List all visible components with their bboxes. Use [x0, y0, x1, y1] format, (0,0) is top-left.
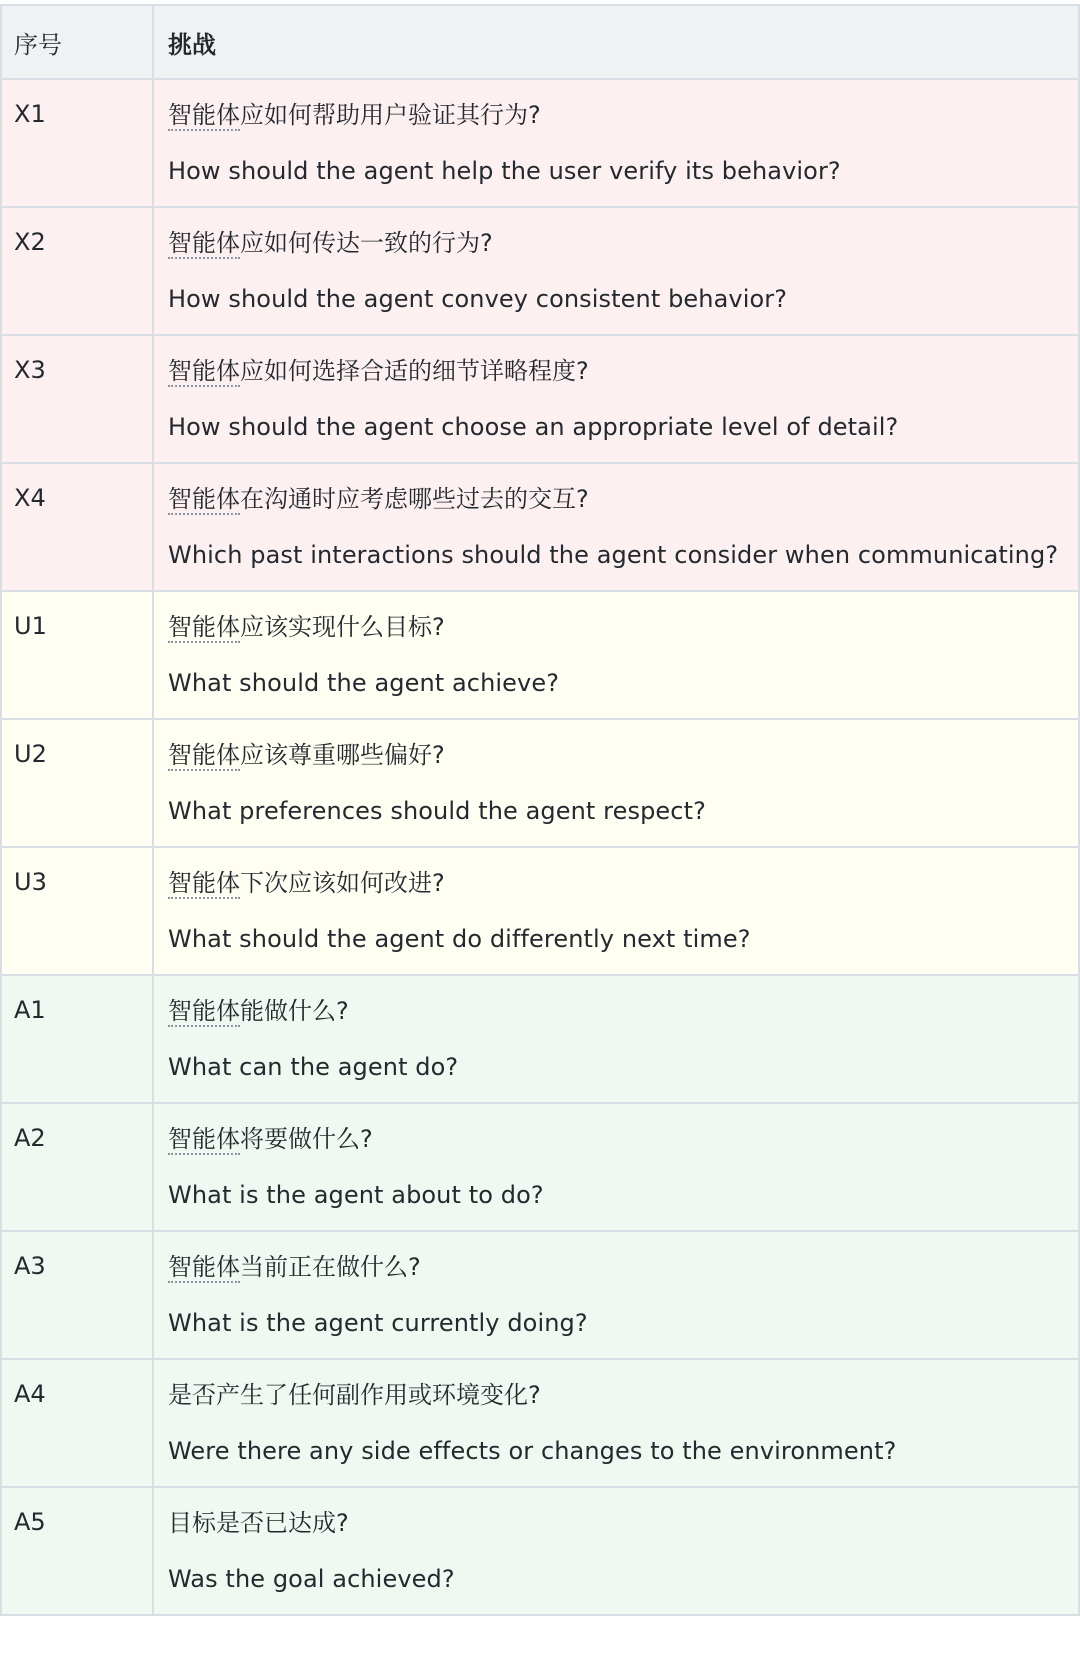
glossary-term[interactable]: 智能体	[168, 1253, 240, 1281]
challenge-zh-text	[168, 866, 1078, 900]
challenge-zh-question: 将要做什么?	[240, 1125, 373, 1153]
row-id-cell: U1	[1, 591, 153, 719]
challenge-zh-question: 目标是否已达成?	[168, 1509, 349, 1537]
table-body	[1, 79, 1079, 1615]
table-row	[1, 591, 1079, 719]
challenge-zh-text	[168, 610, 1078, 644]
table-row	[1, 207, 1079, 335]
table-row	[1, 463, 1079, 591]
challenge-en-text: Were there any side effects or changes to the environment?	[168, 1437, 897, 1465]
challenge-zh-text	[168, 738, 1078, 772]
glossary-term[interactable]: 智能体	[168, 869, 240, 897]
challenges-table	[0, 4, 1080, 1616]
glossary-term[interactable]: 智能体	[168, 101, 240, 129]
row-id-cell: A4	[1, 1359, 153, 1487]
table-header-row	[1, 5, 1079, 79]
glossary-term[interactable]: 智能体	[168, 229, 240, 257]
row-id-cell: X1	[1, 79, 153, 207]
row-challenge-cell	[153, 719, 1079, 847]
row-id-cell: U3	[1, 847, 153, 975]
challenge-zh-text	[168, 354, 1078, 388]
row-id-cell: U2	[1, 719, 153, 847]
challenge-en-text: What is the agent currently doing?	[168, 1309, 588, 1337]
challenge-zh-question: 是否产生了任何副作用或环境变化?	[168, 1381, 541, 1409]
table-row	[1, 335, 1079, 463]
row-challenge-cell	[153, 1103, 1079, 1231]
row-id-cell: A1	[1, 975, 153, 1103]
challenge-en-text: What is the agent about to do?	[168, 1181, 544, 1209]
row-challenge-cell	[153, 463, 1079, 591]
challenge-en-text: How should the agent convey consistent behavior?	[168, 285, 788, 313]
challenge-zh-text	[168, 994, 1078, 1028]
table-row	[1, 1359, 1079, 1487]
challenge-zh-question: 下次应该如何改进?	[240, 869, 445, 897]
row-id-cell: A3	[1, 1231, 153, 1359]
table-row	[1, 1103, 1079, 1231]
challenge-zh-question: 应该实现什么目标?	[240, 613, 445, 641]
row-challenge-cell	[153, 591, 1079, 719]
challenge-zh-text	[168, 98, 1078, 132]
challenge-en-text: Which past interactions should the agent consider when communicating?	[168, 541, 1059, 569]
column-header-challenge: 挑战	[153, 5, 1079, 79]
challenge-zh-question: 能做什么?	[240, 997, 349, 1025]
challenge-zh-question: 应如何传达一致的行为?	[240, 229, 493, 257]
challenge-zh-text	[168, 1250, 1078, 1284]
challenge-en-text: How should the agent choose an appropriate level of detail?	[168, 413, 899, 441]
row-id-cell: X4	[1, 463, 153, 591]
table-row	[1, 975, 1079, 1103]
challenge-zh-text	[168, 482, 1078, 516]
glossary-term[interactable]: 智能体	[168, 485, 240, 513]
glossary-term[interactable]: 智能体	[168, 997, 240, 1025]
table-row	[1, 719, 1079, 847]
challenge-zh-question: 应该尊重哪些偏好?	[240, 741, 445, 769]
row-challenge-cell	[153, 847, 1079, 975]
row-challenge-cell	[153, 335, 1079, 463]
row-id-cell: A5	[1, 1487, 153, 1615]
challenge-en-text: What should the agent achieve?	[168, 669, 560, 697]
challenge-zh-question: 应如何帮助用户验证其行为?	[240, 101, 541, 129]
glossary-term[interactable]: 智能体	[168, 741, 240, 769]
row-id-cell: A2	[1, 1103, 153, 1231]
challenge-en-text: What should the agent do differently next time?	[168, 925, 751, 953]
row-challenge-cell	[153, 1231, 1079, 1359]
challenge-zh-question: 在沟通时应考虑哪些过去的交互?	[240, 485, 589, 513]
challenge-zh-text	[168, 226, 1078, 260]
column-header-id: 序号	[1, 5, 153, 79]
glossary-term[interactable]: 智能体	[168, 357, 240, 385]
table-row	[1, 847, 1079, 975]
row-id-cell: X3	[1, 335, 153, 463]
challenge-en-text: What preferences should the agent respect?	[168, 797, 706, 825]
challenge-en-text: Was the goal achieved?	[168, 1565, 455, 1593]
challenge-en-text: How should the agent help the user verify its behavior?	[168, 157, 841, 185]
row-id-cell: X2	[1, 207, 153, 335]
row-challenge-cell	[153, 207, 1079, 335]
glossary-term[interactable]: 智能体	[168, 1125, 240, 1153]
challenge-zh-text	[168, 1122, 1078, 1156]
table-row	[1, 1231, 1079, 1359]
challenge-zh-question: 当前正在做什么?	[240, 1253, 421, 1281]
challenge-zh-text	[168, 1378, 1078, 1412]
table-row	[1, 79, 1079, 207]
challenge-zh-text	[168, 1506, 1078, 1540]
row-challenge-cell	[153, 1359, 1079, 1487]
row-challenge-cell	[153, 975, 1079, 1103]
row-challenge-cell	[153, 1487, 1079, 1615]
glossary-term[interactable]: 智能体	[168, 613, 240, 641]
table-row	[1, 1487, 1079, 1615]
challenge-en-text: What can the agent do?	[168, 1053, 459, 1081]
challenge-zh-question: 应如何选择合适的细节详略程度?	[240, 357, 589, 385]
row-challenge-cell	[153, 79, 1079, 207]
